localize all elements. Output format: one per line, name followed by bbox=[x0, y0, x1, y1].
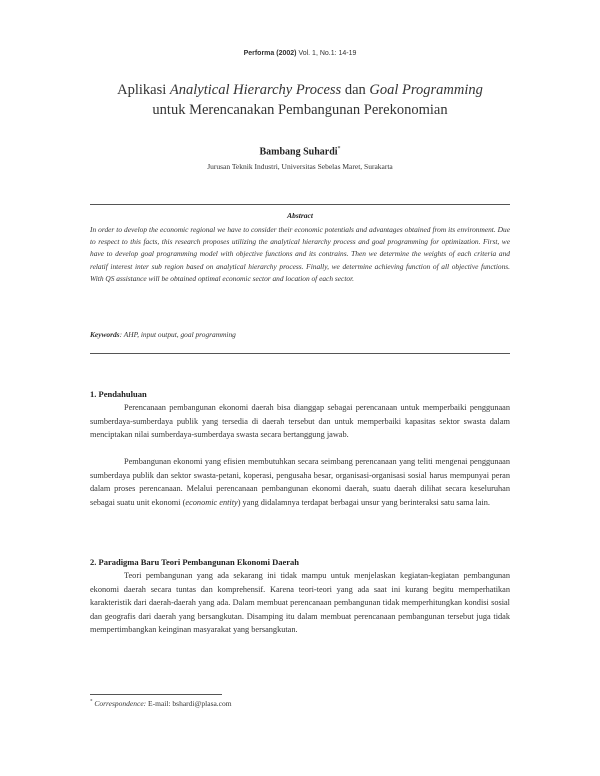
journal-name: Performa (2002) bbox=[243, 50, 297, 57]
footnote-email: E-mail: bshardi@plasa.com bbox=[146, 699, 232, 708]
abstract-bottom-rule bbox=[90, 353, 510, 354]
footnote-rule bbox=[90, 694, 222, 695]
author-footnote-mark: * bbox=[337, 146, 341, 152]
abstract-top-rule bbox=[90, 204, 510, 205]
author-affiliation: Jurusan Teknik Industri, Universitas Sebelas Maret, Surakarta bbox=[207, 162, 393, 171]
author-name-text: Bambang Suhardi bbox=[259, 146, 338, 158]
section-2-paragraph-1 bbox=[90, 569, 510, 637]
keywords-list: : AHP, input output, goal programming bbox=[119, 330, 236, 339]
title-text-1: Aplikasi bbox=[117, 82, 170, 98]
title-italic-ahp: Analytical Hierarchy Process bbox=[169, 82, 342, 98]
paper-title bbox=[40, 80, 560, 120]
abstract-text: In order to develop the economic regional we have to consider their economic potentials and advantages obtained from its environment. Due to respect to this facts, this research proposes utilizing the analytical hierarchy process and goal programming for optimization. First, we have to develop goal programming model with objective functions and its contrains. Then we determine the weights of each criteria and relatif interest inter sub region based on analytical hierarchy process. Finally, we determine achieving function of all objective functions. With QS assistance will be obtained optimal economic sector and location of each sector. bbox=[90, 225, 510, 283]
section-2-heading: 2. Paradigma Baru Teori Pembangunan Ekonomi Daerah bbox=[90, 557, 299, 567]
journal-header bbox=[0, 50, 600, 57]
title-text-2: dan bbox=[341, 82, 370, 98]
section-1-paragraph-2-text-b: ) yang didalamnya terdapat berbagai unsur yang berinteraksi satu sama lain. bbox=[237, 497, 490, 507]
footnote-mark: * bbox=[90, 699, 93, 705]
section-2-paragraph-1-text: Teori pembangunan yang ada sekarang ini tidak mampu untuk menjelaskan kegiatan-kegiatan pembangunan ekonomi daerah secara tuntas dan komprehensif. Karena teori-teori yang ada saat ini kurang begitu memperhatikan karakteristik dari daerah-daerah yang ada. Dalam membuat perencanaan pembangunan tidak memperhitungkan kondisi sosial dan geografis dari daerah yang bersangkutan. Disamping itu dalam membuat perencanaan pembangunan tersebut juga tidak mempertimbangkan keinginan masyarakat yang bersangkutan. bbox=[90, 571, 510, 634]
section-1-paragraph-2-text-a: Pembangunan ekonomi yang efisien membutuhkan secara seimbang perencanaan yang teliti mengenai penggunaan sumberdaya publik dan sektor swasta-petani, koperasi, pengusaha besar, organisasi-organisasi sosial harus mempunyai peran dalam proses perencanaan. Melalui perencanaan pembangunan ekonomi daerah, suatu daerah dilihat secara keseluruhan sebagai suatu unit ekonomi ( bbox=[90, 457, 510, 507]
title-italic-goal: Goal Programming bbox=[369, 82, 483, 98]
abstract-heading: Abstract bbox=[287, 211, 313, 220]
title-line-2: untuk Merencanakan Pembangunan Perekonomian bbox=[152, 102, 448, 118]
author-name bbox=[0, 146, 600, 157]
section-1-paragraph-1 bbox=[90, 401, 510, 442]
journal-volume: Vol. 1, No.1: 14-19 bbox=[298, 50, 357, 57]
section-1-paragraph-2-italic: economic entity bbox=[185, 497, 238, 507]
keywords bbox=[90, 330, 510, 339]
footnote bbox=[90, 699, 510, 708]
footnote-label: Correspondence: bbox=[94, 699, 147, 708]
section-1-heading: 1. Pendahuluan bbox=[90, 389, 147, 399]
keywords-label: Keywords bbox=[90, 330, 120, 339]
section-1-paragraph-1-text: Perencanaan pembangunan ekonomi daerah bisa dianggap sebagai perencanaan untuk memperbaiki penggunaan sumberdaya-sumberdaya publik yang tersedia di daerah tersebut dan untuk memperbaiki kapasitas sektor swasta dalam menciptakan nilai sumberdaya-sumberdaya swasta secara bertanggung jawab. bbox=[90, 403, 510, 439]
section-1-paragraph-2 bbox=[90, 455, 510, 509]
